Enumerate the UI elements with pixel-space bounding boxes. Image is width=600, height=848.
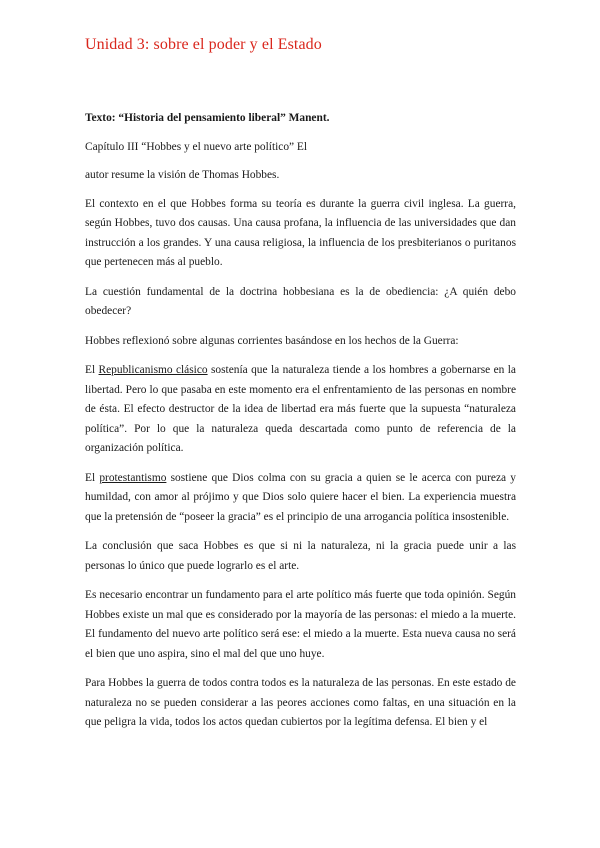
document-body xyxy=(85,109,516,743)
paragraph-republicanismo xyxy=(85,361,516,459)
unit-title: Unidad 3: sobre el poder y el Estado xyxy=(85,36,322,53)
chapter-line: Capítulo III “Hobbes y el nuevo arte político” El xyxy=(85,140,308,153)
protestantismo-term: protestantismo xyxy=(99,471,167,484)
paragraph-protestantismo xyxy=(85,469,516,528)
author-line: autor resume la visión de Thomas Hobbes. xyxy=(85,169,280,181)
republicanismo-prefix: El xyxy=(85,364,99,376)
text-heading: Texto: “Historia del pensamiento liberal” Manent. xyxy=(85,112,330,124)
paragraph-guerra: Para Hobbes la guerra de todos contra todos es la naturaleza de las personas. En este estado de naturaleza no se pueden considerar a las peores acciones como faltas, en una situación en la que peligra la vida, todos los actos quedan cubiertos por la legítima defensa. El bien y el xyxy=(85,677,516,728)
paragraph-necesario: Es necesario encontrar un fundamento para el arte político más fuerte que toda opinión. Según Hobbes existe un mal que es considerado por la mayoría de las personas: el miedo a la muerte. El fundamento del nuevo arte político será ese: el miedo a la muerte. Esta nueva causa no será el bien que uno aspira, sino el mal del que uno huye. xyxy=(85,589,516,660)
paragraph-cuestion: La cuestión fundamental de la doctrina hobbesiana es la de obediencia: ¿A quién debo obedecer? xyxy=(85,285,516,317)
paragraph-conclusion: La conclusión que saca Hobbes es que si ni la naturaleza, ni la gracia puede unir a las personas lo único que puede lograrlo es el arte. xyxy=(85,540,516,572)
republicanismo-term: Republicanismo clásico xyxy=(98,364,208,376)
protestantismo-prefix: El xyxy=(85,471,100,484)
republicanismo-text: sostenía que la naturaleza tiende a los hombres a gobernarse en la libertad. Pero lo que pasaba en este momento era el enfrentamiento de las personas en nombre de ésta. El efecto destructor de la idea de libertad era más fuerte que la supuesta “naturaleza política”. Por lo que la naturaleza queda descartada como punto de referencia de la organización política. xyxy=(85,364,516,454)
paragraph-reflexiono: Hobbes reflexionó sobre algunas corrientes basándose en los hechos de la Guerra: xyxy=(85,334,459,347)
protestantismo-text: sostiene que Dios colma con su gracia a quien se le acerca con pureza y humildad, con amor al prójimo y que Dios solo quiere hacer el bien. La experiencia muestra que la pretensión de “poseer la gracia” es el principio de una arrogancia política insostenible. xyxy=(85,471,516,523)
paragraph-contexto: El contexto en el que Hobbes forma su teoría es durante la guerra civil inglesa. La guerra, según Hobbes, tuvo dos causas. Una causa profana, la influencia de las universidades que dan instrucción a los grandes. Y una causa religiosa, la influencia de los presbiterianos o puritanos que pertenecen más al pueblo. xyxy=(85,197,516,268)
